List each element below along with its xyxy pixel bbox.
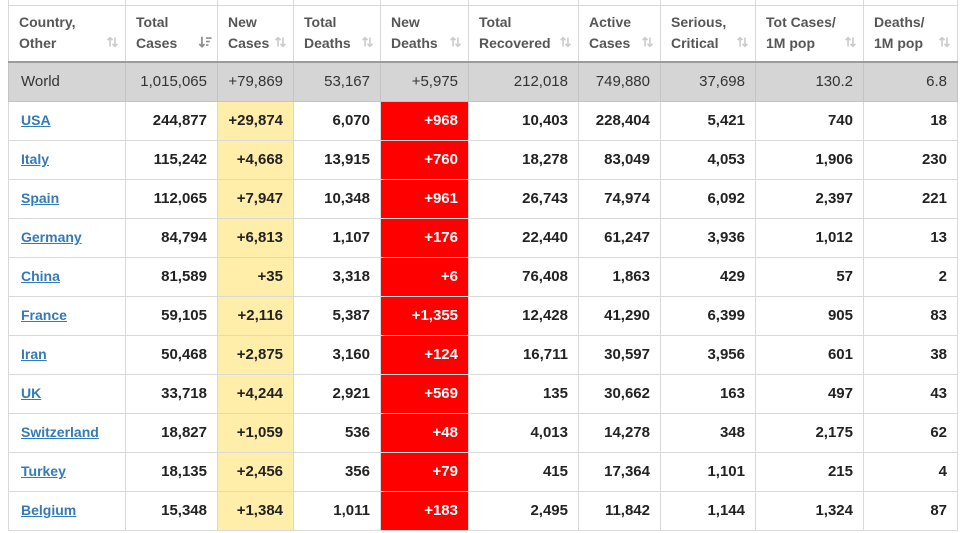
- tot-cases-1m-cell: 2,175: [756, 413, 864, 452]
- column-header-total-cases[interactable]: [126, 5, 218, 62]
- total-recovered-cell: 16,711: [469, 335, 579, 374]
- sort-both-icon[interactable]: [559, 35, 573, 49]
- country-link[interactable]: Spain: [21, 190, 60, 206]
- column-header-new-cases[interactable]: [218, 5, 294, 62]
- tot-cases-1m-cell: 1,012: [756, 218, 864, 257]
- column-header-label-line2: Cases: [228, 35, 270, 52]
- column-header-label-line2: Deaths: [391, 35, 438, 52]
- total-recovered-cell: 135: [469, 374, 579, 413]
- sort-both-icon[interactable]: [736, 35, 750, 49]
- country-cell: [9, 218, 126, 257]
- total-recovered-cell: 212,018: [469, 62, 579, 101]
- table-row-china: [9, 257, 958, 296]
- total-deaths-cell: 1,107: [294, 218, 381, 257]
- table-row-germany: [9, 218, 958, 257]
- active-cases-cell: 228,404: [579, 101, 661, 140]
- table-row-usa: [9, 101, 958, 140]
- deaths-1m-cell: 43: [864, 374, 958, 413]
- new-deaths-cell: +5,975: [381, 62, 469, 101]
- country-cell: [9, 296, 126, 335]
- total-deaths-cell: 2,921: [294, 374, 381, 413]
- total-cases-cell: 18,135: [126, 452, 218, 491]
- country-link[interactable]: China: [21, 268, 60, 284]
- sort-both-icon[interactable]: [361, 35, 375, 49]
- deaths-1m-cell: 87: [864, 491, 958, 530]
- column-header-tot-cases-1m[interactable]: [756, 5, 864, 62]
- serious-critical-cell: 1,101: [661, 452, 756, 491]
- new-deaths-cell: +176: [381, 218, 469, 257]
- total-cases-cell: 33,718: [126, 374, 218, 413]
- new-cases-cell: +35: [218, 257, 294, 296]
- tot-cases-1m-cell: 601: [756, 335, 864, 374]
- deaths-1m-cell: 4: [864, 452, 958, 491]
- country-cell: [9, 374, 126, 413]
- column-header-label: Deaths/: [874, 14, 925, 31]
- sort-both-icon[interactable]: [274, 35, 288, 49]
- column-header-serious-critical[interactable]: [661, 5, 756, 62]
- total-recovered-cell: 2,495: [469, 491, 579, 530]
- new-deaths-cell: +124: [381, 335, 469, 374]
- new-cases-cell: +29,874: [218, 101, 294, 140]
- column-header-label-line2: Cases: [589, 35, 631, 52]
- country-cell: [9, 179, 126, 218]
- country-link[interactable]: USA: [21, 112, 51, 128]
- column-header-label: Serious,: [671, 14, 727, 31]
- total-deaths-cell: 10,348: [294, 179, 381, 218]
- country-cell: [9, 491, 126, 530]
- tot-cases-1m-cell: 1,906: [756, 140, 864, 179]
- serious-critical-cell: 6,399: [661, 296, 756, 335]
- column-header-active-cases[interactable]: [579, 5, 661, 62]
- covid-stats-table: [8, 0, 958, 531]
- country-link[interactable]: UK: [21, 385, 42, 401]
- country-cell: [9, 140, 126, 179]
- new-deaths-cell: +183: [381, 491, 469, 530]
- table-row-uk: [9, 374, 958, 413]
- column-header-label-line2: Deaths: [304, 35, 351, 52]
- total-cases-cell: 112,065: [126, 179, 218, 218]
- sort-both-icon[interactable]: [449, 35, 463, 49]
- new-cases-cell: +1,059: [218, 413, 294, 452]
- new-cases-cell: +2,456: [218, 452, 294, 491]
- total-recovered-cell: 4,013: [469, 413, 579, 452]
- column-header-deaths-1m[interactable]: [864, 5, 958, 62]
- new-cases-cell: +4,244: [218, 374, 294, 413]
- new-deaths-cell: +6: [381, 257, 469, 296]
- total-deaths-cell: 53,167: [294, 62, 381, 101]
- serious-critical-cell: 163: [661, 374, 756, 413]
- total-cases-cell: 115,242: [126, 140, 218, 179]
- new-deaths-cell: +760: [381, 140, 469, 179]
- active-cases-cell: 11,842: [579, 491, 661, 530]
- country-cell: [9, 62, 126, 101]
- sort-both-icon[interactable]: [938, 35, 952, 49]
- country-link[interactable]: Germany: [21, 229, 82, 245]
- tot-cases-1m-cell: 2,397: [756, 179, 864, 218]
- column-header-label: Total: [479, 14, 512, 31]
- active-cases-cell: 83,049: [579, 140, 661, 179]
- deaths-1m-cell: 62: [864, 413, 958, 452]
- new-deaths-cell: +1,355: [381, 296, 469, 335]
- tot-cases-1m-cell: 740: [756, 101, 864, 140]
- total-cases-cell: 81,589: [126, 257, 218, 296]
- column-header-label: New: [391, 14, 420, 31]
- new-deaths-cell: +961: [381, 179, 469, 218]
- deaths-1m-cell: 221: [864, 179, 958, 218]
- country-cell: [9, 452, 126, 491]
- table-row-iran: [9, 335, 958, 374]
- active-cases-cell: 749,880: [579, 62, 661, 101]
- column-header-new-deaths[interactable]: [381, 5, 469, 62]
- country-link[interactable]: Italy: [21, 151, 50, 167]
- table-body: [9, 62, 958, 530]
- total-recovered-cell: 10,403: [469, 101, 579, 140]
- total-cases-cell: 1,015,065: [126, 62, 218, 101]
- total-cases-cell: 50,468: [126, 335, 218, 374]
- tot-cases-1m-cell: 130.2: [756, 62, 864, 101]
- total-deaths-cell: 356: [294, 452, 381, 491]
- new-cases-cell: +79,869: [218, 62, 294, 101]
- deaths-1m-cell: 38: [864, 335, 958, 374]
- deaths-1m-cell: 83: [864, 296, 958, 335]
- active-cases-cell: 74,974: [579, 179, 661, 218]
- serious-critical-cell: 3,956: [661, 335, 756, 374]
- total-deaths-cell: 13,915: [294, 140, 381, 179]
- country-link[interactable]: Switzerland: [21, 424, 99, 440]
- new-deaths-cell: +968: [381, 101, 469, 140]
- total-deaths-cell: 3,318: [294, 257, 381, 296]
- new-cases-cell: +1,384: [218, 491, 294, 530]
- table-row-france: [9, 296, 958, 335]
- total-recovered-cell: 26,743: [469, 179, 579, 218]
- total-deaths-cell: 6,070: [294, 101, 381, 140]
- new-deaths-cell: +48: [381, 413, 469, 452]
- new-cases-cell: +2,116: [218, 296, 294, 335]
- serious-critical-cell: 37,698: [661, 62, 756, 101]
- new-deaths-cell: +79: [381, 452, 469, 491]
- table-row-italy: [9, 140, 958, 179]
- serious-critical-cell: 1,144: [661, 491, 756, 530]
- active-cases-cell: 61,247: [579, 218, 661, 257]
- header-row: [9, 5, 958, 62]
- table-row-turkey: [9, 452, 958, 491]
- column-header-total-recovered[interactable]: [469, 5, 579, 62]
- new-deaths-cell: +569: [381, 374, 469, 413]
- total-deaths-cell: 3,160: [294, 335, 381, 374]
- serious-critical-cell: 3,936: [661, 218, 756, 257]
- sort-desc-icon[interactable]: [198, 35, 212, 49]
- tot-cases-1m-cell: 497: [756, 374, 864, 413]
- column-header-label: Tot Cases/: [766, 14, 836, 31]
- active-cases-cell: 41,290: [579, 296, 661, 335]
- column-header-label-line2: 1M pop: [874, 35, 923, 52]
- sort-both-icon[interactable]: [844, 35, 858, 49]
- active-cases-cell: 14,278: [579, 413, 661, 452]
- total-recovered-cell: 415: [469, 452, 579, 491]
- total-deaths-cell: 5,387: [294, 296, 381, 335]
- column-header-label: Total: [304, 14, 337, 31]
- active-cases-cell: 30,662: [579, 374, 661, 413]
- table-header: [9, 0, 958, 62]
- column-header-label-line2: Critical: [671, 35, 719, 52]
- deaths-1m-cell: 18: [864, 101, 958, 140]
- column-header-label: Country,: [19, 14, 76, 31]
- column-header-label: Total: [136, 14, 169, 31]
- world-row: [9, 62, 958, 101]
- country-cell: [9, 413, 126, 452]
- active-cases-cell: 17,364: [579, 452, 661, 491]
- new-cases-cell: +4,668: [218, 140, 294, 179]
- column-header-label-line2: Cases: [136, 35, 178, 52]
- column-header-label: New: [228, 14, 257, 31]
- column-header-country[interactable]: [9, 5, 126, 62]
- tot-cases-1m-cell: 215: [756, 452, 864, 491]
- total-cases-cell: 18,827: [126, 413, 218, 452]
- total-deaths-cell: 536: [294, 413, 381, 452]
- active-cases-cell: 30,597: [579, 335, 661, 374]
- serious-critical-cell: 429: [661, 257, 756, 296]
- table-row-belgium: [9, 491, 958, 530]
- column-header-label-line2: 1M pop: [766, 35, 815, 52]
- new-cases-cell: +6,813: [218, 218, 294, 257]
- total-cases-cell: 15,348: [126, 491, 218, 530]
- table-row-spain: [9, 179, 958, 218]
- serious-critical-cell: 348: [661, 413, 756, 452]
- sort-both-icon[interactable]: [106, 35, 120, 49]
- new-cases-cell: +2,875: [218, 335, 294, 374]
- total-cases-cell: 84,794: [126, 218, 218, 257]
- active-cases-cell: 1,863: [579, 257, 661, 296]
- deaths-1m-cell: 6.8: [864, 62, 958, 101]
- serious-critical-cell: 5,421: [661, 101, 756, 140]
- deaths-1m-cell: 13: [864, 218, 958, 257]
- serious-critical-cell: 6,092: [661, 179, 756, 218]
- country-cell: [9, 335, 126, 374]
- country-cell: [9, 101, 126, 140]
- total-recovered-cell: 22,440: [469, 218, 579, 257]
- country-link[interactable]: Belgium: [21, 502, 77, 518]
- world-label: World: [21, 73, 60, 91]
- deaths-1m-cell: 230: [864, 140, 958, 179]
- serious-critical-cell: 4,053: [661, 140, 756, 179]
- table-row-switzerland: [9, 413, 958, 452]
- total-deaths-cell: 1,011: [294, 491, 381, 530]
- tot-cases-1m-cell: 1,324: [756, 491, 864, 530]
- tot-cases-1m-cell: 905: [756, 296, 864, 335]
- column-header-label-line2: Other: [19, 35, 57, 52]
- total-cases-cell: 59,105: [126, 296, 218, 335]
- sort-both-icon[interactable]: [641, 35, 655, 49]
- total-recovered-cell: 18,278: [469, 140, 579, 179]
- column-header-total-deaths[interactable]: [294, 5, 381, 62]
- tot-cases-1m-cell: 57: [756, 257, 864, 296]
- country-link[interactable]: Iran: [21, 346, 47, 362]
- total-recovered-cell: 76,408: [469, 257, 579, 296]
- column-header-label-line2: Recovered: [479, 35, 551, 52]
- deaths-1m-cell: 2: [864, 257, 958, 296]
- country-link[interactable]: Turkey: [21, 463, 66, 479]
- total-cases-cell: 244,877: [126, 101, 218, 140]
- column-header-label: Active: [589, 14, 632, 31]
- country-cell: [9, 257, 126, 296]
- total-recovered-cell: 12,428: [469, 296, 579, 335]
- country-link[interactable]: France: [21, 307, 67, 323]
- new-cases-cell: +7,947: [218, 179, 294, 218]
